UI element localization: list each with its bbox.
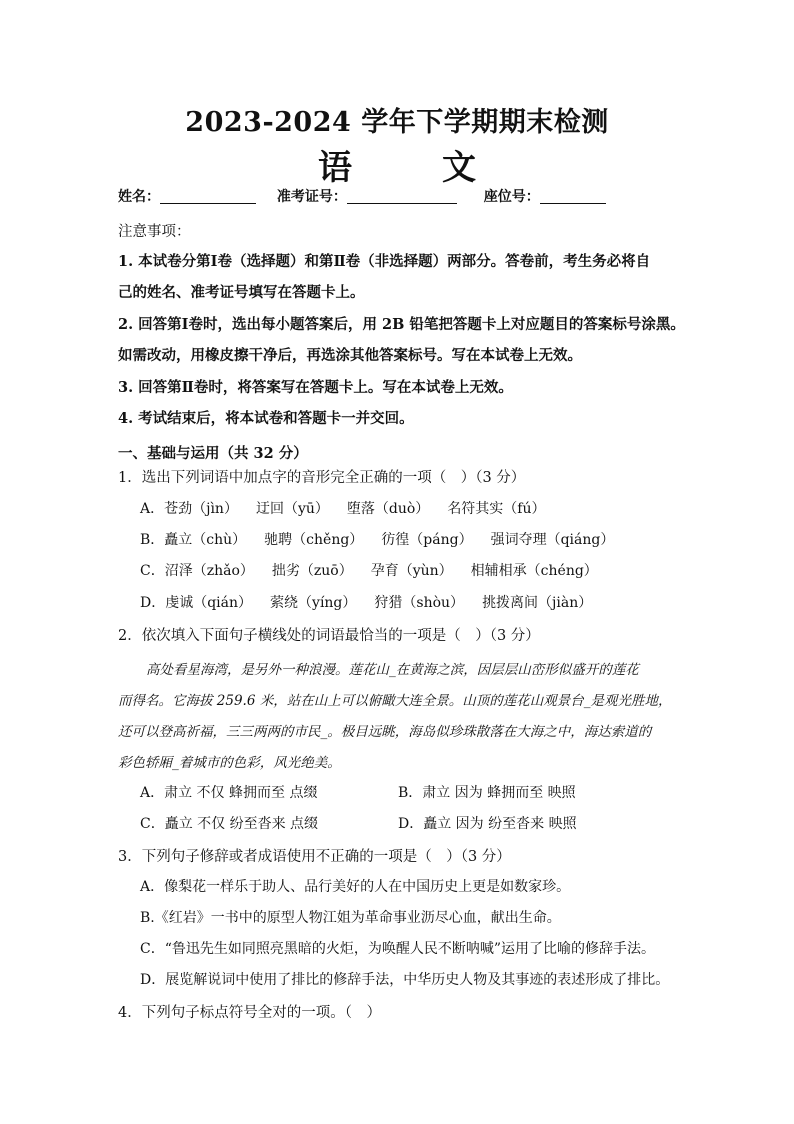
q2-passage-line-4: 彩色轿厢_着城市的色彩，风光绝美。 — [118, 755, 341, 771]
q1-c-1: C．沼泽（zhǎo） — [140, 563, 254, 579]
q1-option-c — [140, 560, 616, 580]
name-label: 姓名： — [118, 189, 160, 205]
notes-heading: 注意事项： — [118, 224, 191, 240]
q2-option-a: A．肃立 不仅 蜂拥而至 点缀 — [140, 785, 318, 801]
q1-b-1: B．矗立（chù） — [140, 532, 247, 548]
q3-option-a: A．像梨花一样乐于助人、品行美好的人在中国历史上更是如数家珍。 — [140, 879, 571, 895]
q1-d-1: D．虔诚（qián） — [140, 595, 253, 611]
q1-a-1: A．苍劲（jìn） — [140, 501, 238, 517]
ticket-blank[interactable] — [347, 189, 457, 204]
seat-blank[interactable] — [540, 189, 606, 204]
q1-c-3: 孕育（yùn） — [370, 563, 453, 579]
q1-b-3: 彷徨（páng） — [381, 532, 473, 548]
q2-option-c: C．矗立 不仅 纷至沓来 点缀 — [140, 816, 319, 832]
exam-title: 2023-2024 学年下学期期末检测 — [185, 107, 609, 138]
ticket-label: 准考证号： — [276, 189, 347, 205]
q2-option-d: D．矗立 因为 纷至沓来 映照 — [398, 816, 577, 832]
q1-b-4: 强词夺理（qiáng） — [490, 532, 615, 548]
q2-option-b: B．肃立 因为 蜂拥而至 映照 — [398, 785, 576, 801]
note-2b: 如需改动，用橡皮擦干净后，再选涂其他答案标号。写在本试卷上无效。 — [118, 347, 582, 364]
q1-option-b — [140, 529, 632, 549]
candidate-info-row — [118, 186, 606, 206]
q2-stem: 2．依次填入下面句子横线处的词语最恰当的一项是（ ）（3 分） — [118, 628, 540, 644]
q1-c-2: 拙劣（zuō） — [271, 563, 353, 579]
q3-option-d: D．展览解说词中使用了排比的修辞手法，中华历史人物及其事迹的表述形成了排比。 — [140, 972, 670, 988]
q1-option-d — [140, 592, 610, 612]
q2-passage-line-3: 还可以登高祈福，三三两两的市民_。极目远眺，海岛似珍珠散落在大海之中，海达索道的 — [118, 724, 652, 740]
q3-option-b: B.《红岩》一书中的原型人物江姐为革命事业沥尽心血，献出生命。 — [140, 910, 561, 926]
note-3: 3. 回答第Ⅱ卷时，将答案写在答题卡上。写在本试卷上无效。 — [118, 379, 513, 396]
q4-stem: 4．下列句子标点符号全对的一项。（ ） — [118, 1005, 381, 1021]
seat-label: 座位号： — [483, 189, 540, 205]
note-2a: 2. 回答第Ⅰ卷时，选出每小题答案后，用 2B 铅笔把答题卡上对应题目的答案标号涂黑。 — [118, 316, 685, 333]
q1-stem: 1．选出下列词语中加点字的音形完全正确的一项（ ）（3 分） — [118, 470, 526, 486]
q1-a-3: 堕落（duò） — [346, 501, 430, 517]
subject-title: 语 文 — [318, 148, 504, 188]
q1-d-2: 萦绕（yíng） — [270, 595, 357, 611]
q1-option-a — [140, 498, 564, 518]
note-1a: 1. 本试卷分第Ⅰ卷（选择题）和第Ⅱ卷（非选择题）两部分。答卷前，考生务必将自 — [118, 253, 651, 270]
q3-option-c: C．“鲁迅先生如同照亮黑暗的火炬，为唤醒人民不断呐喊”运用了比喻的修辞手法。 — [140, 941, 656, 957]
q1-d-4: 挑拨离间（jiàn） — [482, 595, 593, 611]
note-4: 4. 考试结束后，将本试卷和答题卡一并交回。 — [118, 410, 414, 427]
q1-b-2: 驰聘（chěng） — [264, 532, 364, 548]
q3-stem: 3．下列句子修辞或者成语使用不正确的一项是（ ）（3 分） — [118, 849, 511, 865]
note-1b: 己的姓名、准考证号填写在答题卡上。 — [118, 284, 365, 301]
q1-c-4: 相辅相承（chéng） — [470, 563, 598, 579]
q2-passage-line-2: 而得名。它海拔 259.6 米，站在山上可以俯瞰大连全景。山顶的莲花山观景台_是观光胜地， — [118, 693, 672, 709]
name-blank[interactable] — [160, 189, 256, 204]
q1-a-4: 名符其实（fú） — [447, 501, 546, 517]
section-1-heading: 一、基础与运用（共 32 分） — [118, 445, 308, 462]
q1-d-3: 狩猎（shòu） — [374, 595, 465, 611]
q2-passage-line-1: 高处看星海湾，是另外一种浪漫。莲花山_在黄海之滨，因层层山峦形似盛开的莲花 — [146, 662, 639, 678]
q1-a-2: 迂回（yū） — [255, 501, 329, 517]
